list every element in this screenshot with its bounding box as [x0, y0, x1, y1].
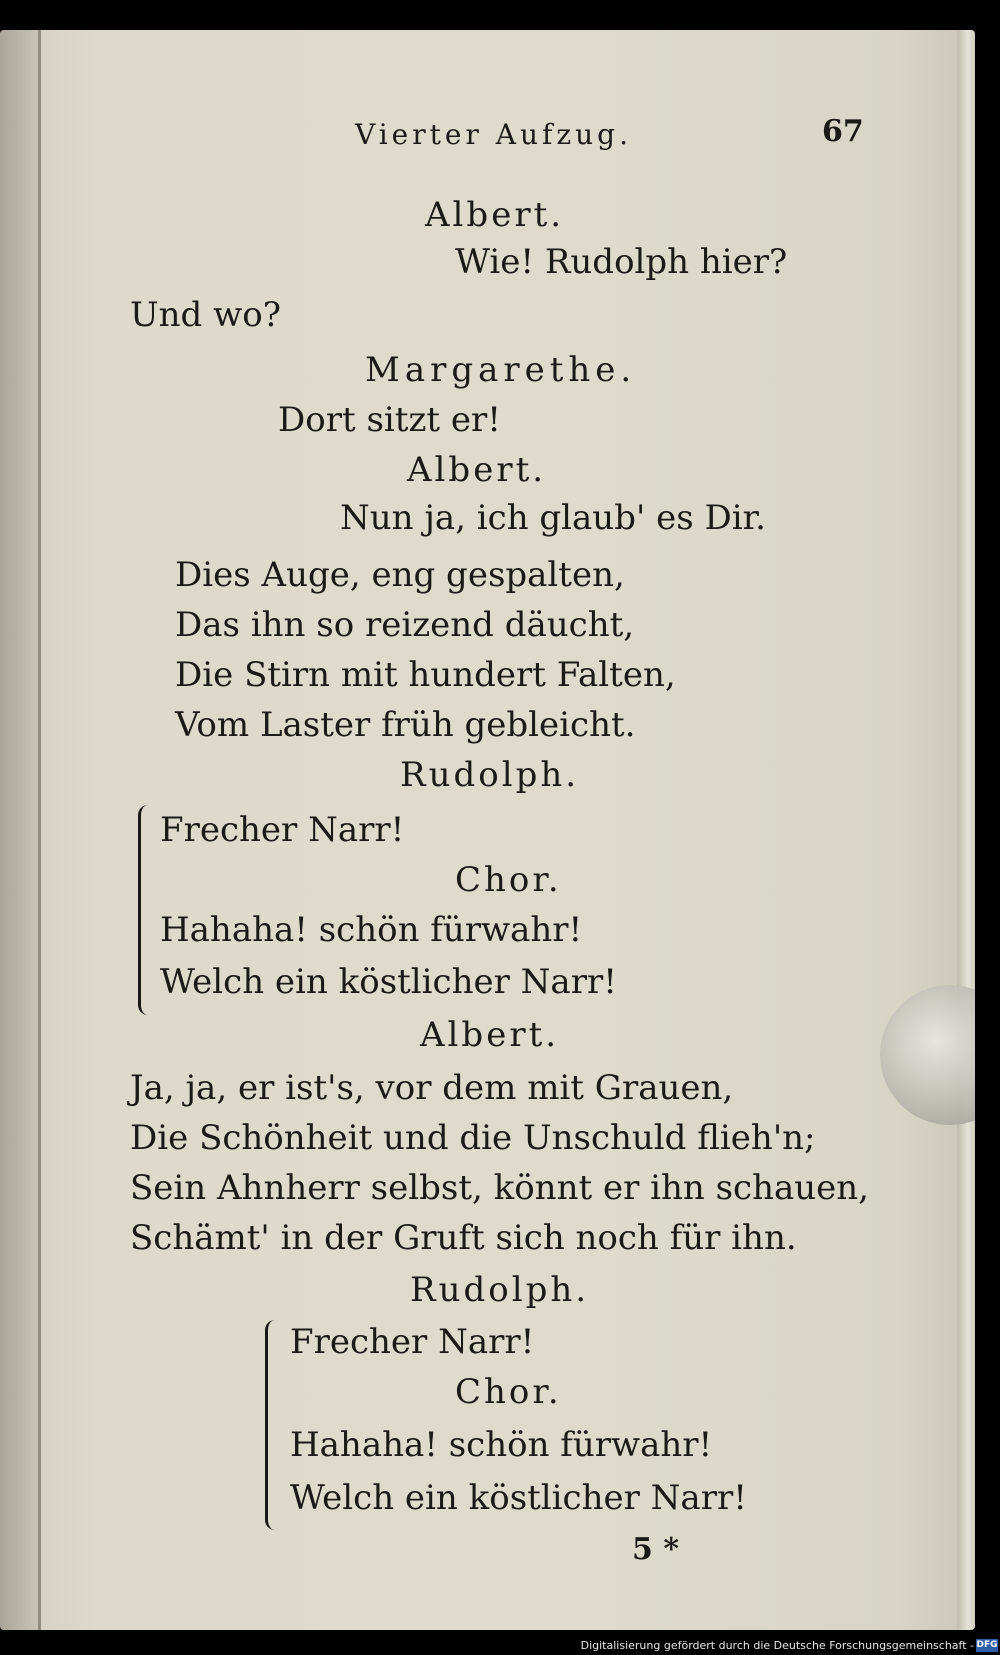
- verse-line: Sein Ahnherr selbst, könnt er ihn schauen,: [130, 1168, 869, 1208]
- verse-line: Frecher Narr!: [160, 810, 405, 850]
- verse-line: Das ihn so reizend däucht,: [175, 605, 635, 645]
- verse-line: Welch ein köstlicher Narr!: [290, 1478, 747, 1518]
- verse-line: Hahaha! schön fürwahr!: [290, 1425, 713, 1465]
- speaker-rudolph: Rudolph.: [400, 755, 580, 795]
- verse-line: Wie! Rudolph hier?: [455, 242, 788, 282]
- verse-line: Die Schönheit und die Unschuld flieh'n;: [130, 1118, 816, 1158]
- running-title: Vierter Aufzug.: [355, 118, 632, 151]
- verse-line: Frecher Narr!: [290, 1322, 535, 1362]
- speaker-albert: Albert.: [407, 450, 547, 490]
- funding-credit: Digitalisierung gefördert durch die Deutsche Forschungsgemeinschaft -: [580, 1639, 974, 1652]
- verse-line: Nun ja, ich glaub' es Dir.: [340, 498, 766, 538]
- verse-line: Und wo?: [130, 295, 281, 335]
- verse-line: Vom Laster früh gebleicht.: [175, 705, 636, 745]
- page-number: 67: [822, 114, 864, 149]
- speaker-rudolph: Rudolph.: [410, 1270, 590, 1310]
- dfg-logo: DFG: [976, 1640, 998, 1650]
- verse-line: Dort sitzt er!: [278, 400, 501, 440]
- speaker-margarethe: Margarethe.: [365, 350, 637, 390]
- verse-line: Ja, ja, er ist's, vor dem mit Grauen,: [130, 1068, 734, 1108]
- speaker-albert: Albert.: [425, 195, 565, 235]
- verse-line: Die Stirn mit hundert Falten,: [175, 655, 676, 695]
- chorus-brace: [265, 1320, 282, 1530]
- chorus-brace: [138, 805, 155, 1015]
- signature-mark: 5 *: [632, 1532, 680, 1567]
- speaker-albert: Albert.: [420, 1015, 560, 1055]
- verse-line: Schämt' in der Gruft sich noch für ihn.: [130, 1218, 797, 1258]
- verse-line: Hahaha! schön fürwahr!: [160, 910, 583, 950]
- speaker-chor: Chor.: [455, 1372, 562, 1412]
- verse-line: Welch ein köstlicher Narr!: [160, 962, 617, 1002]
- speaker-chor: Chor.: [455, 860, 562, 900]
- verse-line: Dies Auge, eng gespalten,: [175, 555, 625, 595]
